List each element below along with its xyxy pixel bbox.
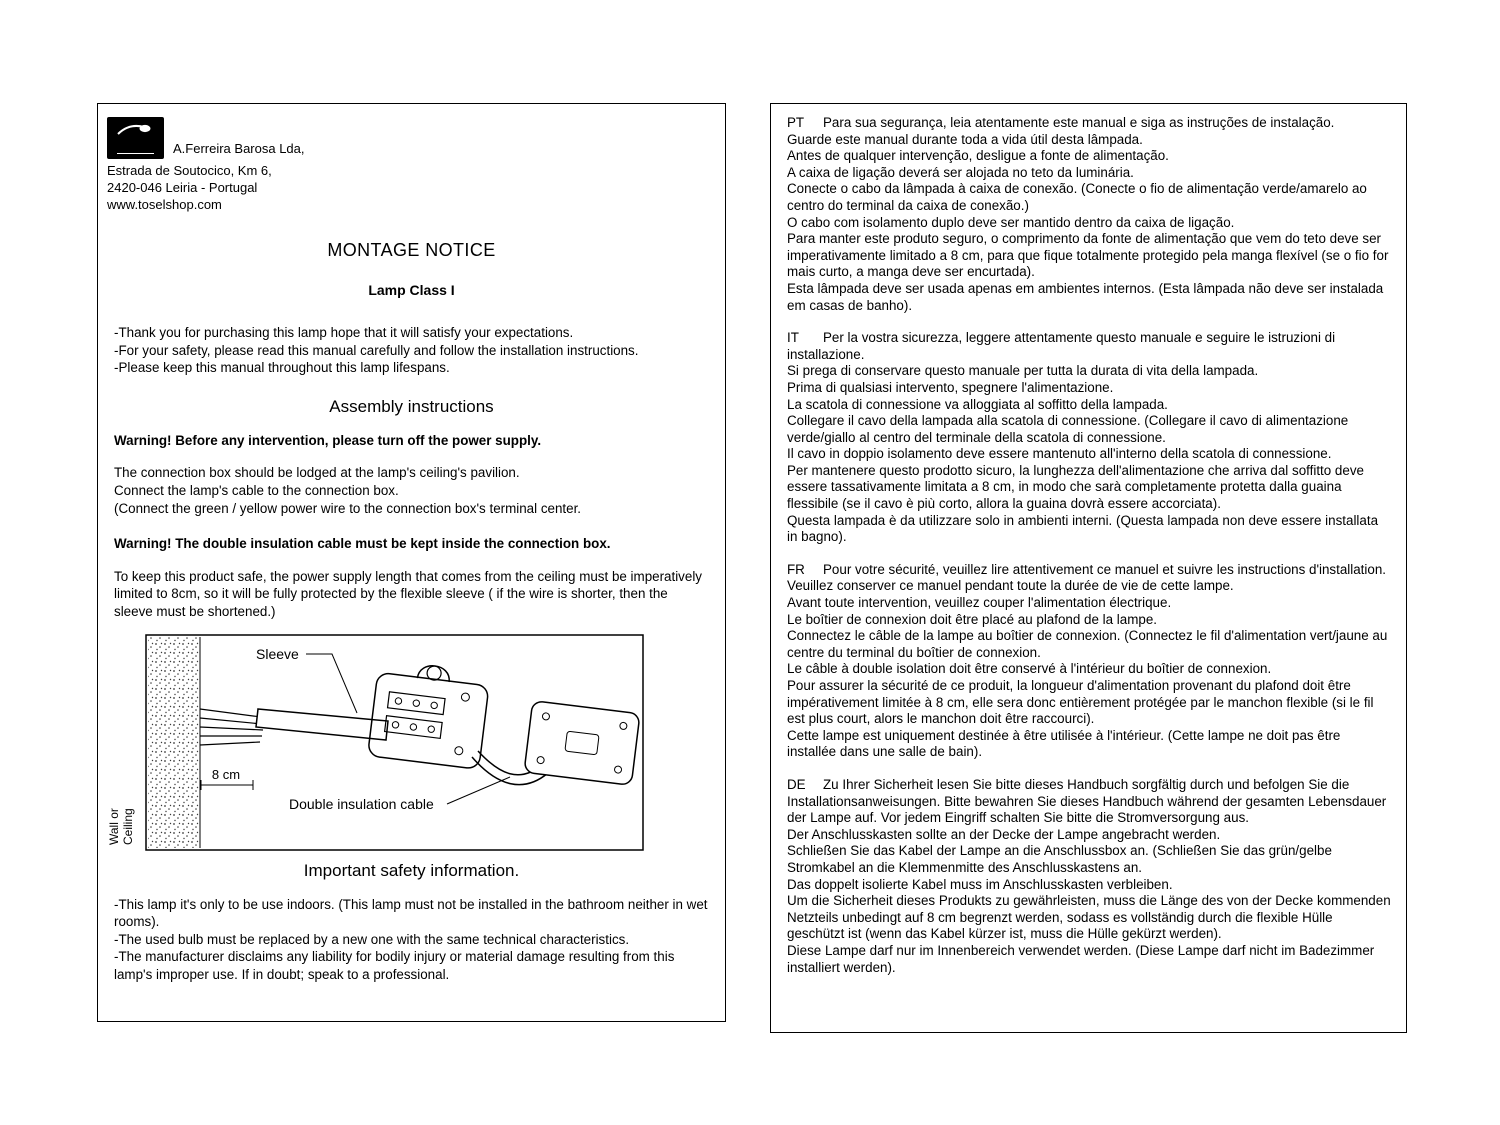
translation-line: A caixa de ligação deverá ser alojada no teto da luminária. — [787, 164, 1134, 180]
instruction-line: (Connect the green / yellow power wire to the connection box's terminal center. — [114, 500, 582, 516]
safety-line: -This lamp it's only to be use indoors. (This lamp must not be installed in the bathroom neither in wet rooms). — [114, 896, 708, 930]
intro-line: -Please keep this manual throughout this lamp lifespans. — [114, 360, 450, 376]
translation-line: Il cavo in doppio isolamento deve essere mantenuto all'interno della scatola di connessione. — [787, 446, 1332, 462]
translation-line: Das doppelt isolierte Kabel muss im Anschlusskasten verbleiben. — [787, 876, 1173, 892]
translation-line: Guarde este manual durante toda a vida útil desta lâmpada. — [787, 131, 1143, 147]
language-code-fr: FR — [787, 561, 805, 577]
language-code-pt: PT — [787, 115, 805, 130]
translation-line: Prima di qualsiasi intervento, spegnere l'alimentazione. — [787, 379, 1114, 395]
language-code-it: IT — [787, 330, 799, 346]
translation-line: Si prega di conservare questo manuale per tutta la durata di vita della lampada. — [787, 363, 1259, 379]
translation-line: La scatola di connessione va alloggiata al soffitto della lampada. — [787, 396, 1168, 412]
translation-line: Connectez le câble de la lampe au boîtier de connexion. (Connectez le fil d'alimentation vert/jaune au centre du terminal du boîtier de connexion. — [787, 628, 1388, 660]
page-title: MONTAGE NOTICE — [327, 240, 496, 260]
translation-line: Conecte o cabo da lâmpada à caixa de conexão. (Conecte o fio de alimentação verde/amarelo ao centro do terminal da caixa de conexão.) — [787, 181, 1367, 213]
translation-line: Avant toute intervention, veuillez couper l'alimentation électrique. — [787, 595, 1172, 611]
translation-line: Per mantenere questo prodotto sicuro, la lunghezza dell'alimentazione che arriva dal soffitto deve essere tassativamente limitata a 8 cm, in modo che sarà completamente protetta dalla guaina flessibile (se il cavo è più corto, allora la guaina dovrà essere accorciata). — [787, 462, 1364, 512]
sleeve-length-paragraph: To keep this product safe, the power supply length that comes from the ceiling must be imperatively limited to 8cm, so it will be fully protected by the flexible sleeve ( if the wire is shorter, then the sleeve must be shortened.) — [114, 568, 702, 619]
safety-heading: Important safety information. — [303, 860, 520, 880]
letterhead — [98, 104, 725, 213]
translation-line: Questa lampada è da utilizzare solo in ambienti interni. (Questa lampada non deve essere installata in bagno). — [787, 512, 1379, 545]
translation-line: Le câble à double isolation doit être conservé à l'intérieur du boîtier de connexion. — [787, 661, 1272, 677]
warning-power-supply: Warning! Before any intervention, please turn off the power supply. — [114, 432, 542, 448]
translation-line: Cette lampe est uniquement destinée à être utilisée à l'intérieur. (Cette lampe ne doit pas être installée dans une salle de bain). — [787, 727, 1341, 760]
logo-text: Tosel — [117, 137, 150, 153]
lamp-logo-icon — [109, 119, 162, 157]
intro-line: -Thank you for purchasing this lamp hope that it will satisfy your expectations. — [114, 325, 574, 340]
translation-line: Antes de qualquer intervenção, desligue a fonte de alimentação. — [787, 148, 1169, 164]
wall-texture — [148, 637, 200, 848]
language-code-de: DE — [787, 776, 806, 792]
translation-line: Para sua segurança, leia atentamente este manual e siga as instruções de instalação. — [823, 115, 1335, 130]
english-panel — [97, 103, 726, 1022]
translations-panel — [770, 103, 1407, 1033]
translation-section-fr — [787, 562, 1391, 761]
ceiling-label: Ceiling — [121, 807, 135, 845]
translation-line: Schließen Sie das Kabel der Lampe an die Anschlussbox an. (Schließen Sie das grün/gelbe Stromkabel an die Klemmenmitte des Anschlusskastens an. — [787, 843, 1332, 875]
translation-line: Um die Sicherheit dieses Produkts zu gewährleisten, muss die Länge des von der Decke kommenden Netzteils unbedingt auf 8 cm begrenzt werden, sodass es vollständig durch die flexible Hülle geschützt ist (wenn das Kabel kürzer ist, muss die Hülle gekürzt werden). — [787, 893, 1391, 942]
company-website: www.toselshop.com — [107, 197, 222, 212]
cable-label: Double insulation cable — [289, 795, 434, 812]
wall-label: Wall or — [107, 807, 121, 845]
translation-section-pt — [787, 115, 1391, 314]
intro-paragraph — [98, 324, 725, 377]
translation-section-de — [787, 777, 1391, 976]
translation-line: O cabo com isolamento duplo deve ser mantido dentro da caixa de ligação. — [787, 214, 1235, 230]
warning-insulation-cable: Warning! The double insulation cable must be kept inside the connection box. — [114, 536, 611, 552]
translation-section-it — [787, 330, 1391, 546]
translation-line: Para manter este produto seguro, o comprimento da fonte de alimentação que vem do teto deve ser imperativamente limitado a 8 cm, para que fique totalmente protegido pela manga flexível (se o fio for mais curto, a manga deve ser encurtada). — [787, 231, 1389, 280]
translation-line: Collegare il cavo della lampada alla scatola di connessione. (Collegare il cavo di alimentazione verde/giallo al centro del terminale della scatola di connessione. — [787, 413, 1349, 445]
sleeve-label: Sleeve — [256, 645, 299, 662]
assembly-diagram — [100, 633, 660, 853]
assembly-instructions — [98, 464, 725, 517]
translation-line: Zu Ihrer Sicherheit lesen Sie bitte dieses Handbuch sorgfältig durch und befolgen Sie die Installationsanweisungen. Bitte bewahren Sie dieses Handbuch während der gesamten Lebensdauer der Lampe auf. Vor jedem Eingriff schalten Sie bitte die Stromversorgung aus. — [787, 776, 1387, 826]
cover-plate — [524, 700, 640, 785]
company-address-line2: 2420-046 Leiria - Portugal — [107, 180, 258, 195]
translation-line: Pour assurer la sécurité de ce produit, la longueur d'alimentation provenant du plafond doit être impérativement limitée à 8 cm, elle sera donc entièrement protégée par le manchon flexible (si le fil est plus court, alors le manchon doit être raccourci). — [787, 678, 1374, 727]
tosel-logo — [107, 117, 164, 159]
translation-line: Pour votre sécurité, veuillez lire attentivement ce manuel et suivre les instructions d'installation. Veuillez conserver ce manuel pendant toute la durée de vie de cette lampe. — [787, 561, 1386, 594]
company-name: A.Ferreira Barosa Lda, — [173, 141, 305, 156]
translation-line: Per la vostra sicurezza, leggere attentamente questo manuale e seguire le istruzioni di installazione. — [787, 330, 1336, 362]
translation-line: Der Anschlusskasten sollte an der Decke der Lampe angebracht werden. — [787, 826, 1221, 842]
instruction-line: The connection box should be lodged at the lamp's ceiling's pavilion. — [114, 465, 520, 481]
assembly-heading: Assembly instructions — [329, 396, 494, 416]
intro-line: -For your safety, please read this manual carefully and follow the installation instructions. — [114, 342, 639, 358]
safety-line: -The manufacturer disclaims any liability for bodily injury or material damage resulting from this lamp's improper use. If in doubt; speak to a professional. — [114, 949, 675, 982]
translation-line: Diese Lampe darf nur im Innenbereich verwendet werden. (Diese Lampe darf nicht im Badezimmer installiert werden). — [787, 942, 1375, 975]
lamp-class-subtitle: Lamp Class I — [368, 282, 455, 298]
instruction-line: Connect the lamp's cable to the connection box. — [114, 482, 399, 498]
safety-paragraph — [98, 896, 725, 984]
translation-line: Esta lâmpada deve ser usada apenas em ambientes internos. (Esta lâmpada não deve ser instalada em casas de banho). — [787, 280, 1384, 313]
dimension-label: 8 cm — [211, 766, 241, 782]
translation-line: Le boîtier de connexion doit être placé au plafond de la lampe. — [787, 611, 1157, 627]
company-address-line1: Estrada de Soutocico, Km 6, — [107, 163, 272, 178]
safety-line: -The used bulb must be replaced by a new one with the same technical characteristics. — [114, 931, 630, 947]
